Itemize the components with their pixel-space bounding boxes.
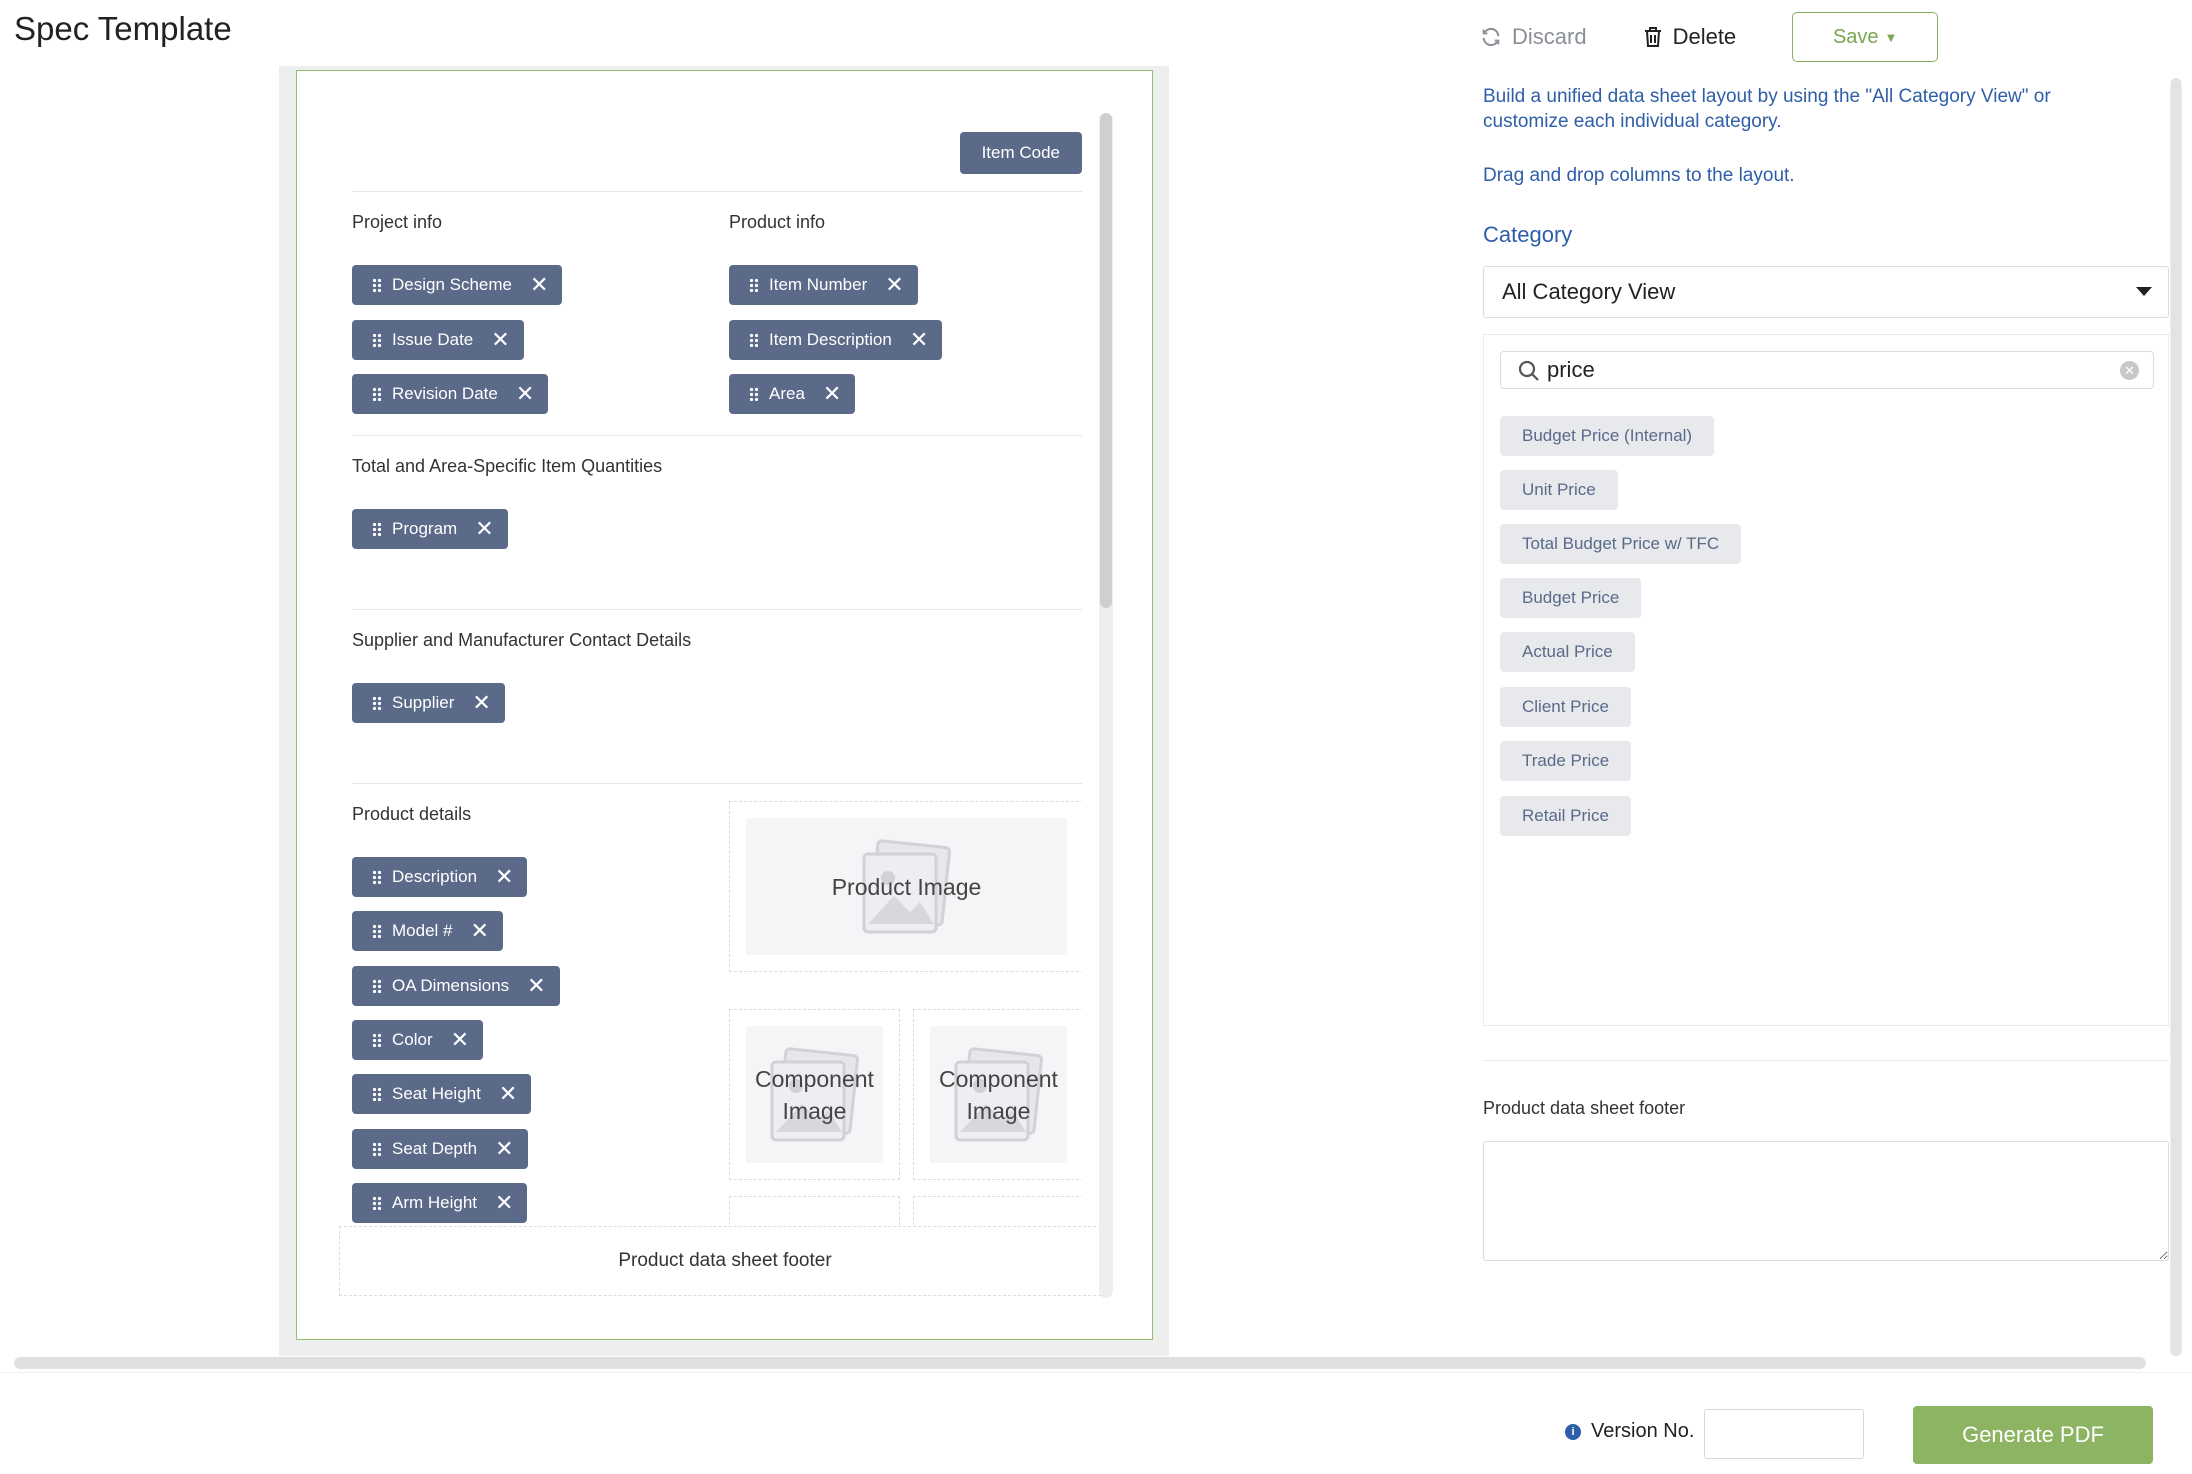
component-image-slot[interactable] bbox=[729, 1196, 900, 1226]
discard-button[interactable] bbox=[1480, 24, 1587, 50]
clear-icon[interactable]: ✕ bbox=[2120, 361, 2139, 380]
drag-handle-icon[interactable] bbox=[749, 387, 759, 401]
search-input[interactable] bbox=[1500, 351, 2154, 389]
help-text: Build a unified data sheet layout by using the "All Category View" or customize each individual category. bbox=[1483, 86, 2051, 132]
scrollbar-thumb[interactable] bbox=[2171, 78, 2181, 1356]
field-chip[interactable] bbox=[352, 265, 562, 305]
close-icon[interactable]: ✕ bbox=[909, 327, 929, 352]
close-icon[interactable]: ✕ bbox=[527, 973, 546, 998]
delete-button[interactable] bbox=[1643, 24, 1737, 50]
field-chip[interactable] bbox=[729, 265, 918, 305]
chip-label: Revision Date bbox=[392, 384, 498, 403]
drag-handle-icon[interactable] bbox=[372, 1196, 382, 1210]
divider bbox=[352, 783, 1082, 784]
section-title-product-info: Product info bbox=[729, 212, 826, 232]
page-title: Spec Template bbox=[14, 10, 232, 47]
trash-icon bbox=[1643, 26, 1663, 48]
field-chip[interactable] bbox=[352, 320, 524, 360]
chip-label: Program bbox=[392, 519, 458, 538]
chip-label: Color bbox=[392, 1030, 433, 1049]
version-label-text: Version No. bbox=[1591, 1420, 1695, 1442]
chip-label: Item Description bbox=[769, 330, 892, 349]
section-title-quantities: Total and Area-Specific Item Quantities bbox=[352, 456, 663, 476]
item-code-chip[interactable]: Item Code bbox=[960, 132, 1082, 174]
column-list-panel bbox=[1483, 334, 2169, 1026]
horizontal-scrollbar[interactable] bbox=[14, 1357, 2146, 1369]
chip-label: Issue Date bbox=[392, 330, 474, 349]
field-chip[interactable] bbox=[729, 320, 942, 360]
drag-handle-icon[interactable] bbox=[372, 979, 382, 993]
product-image-slot[interactable] bbox=[729, 801, 1082, 972]
footer-textarea[interactable] bbox=[1483, 1141, 2169, 1261]
save-label: Save bbox=[1832, 25, 1879, 48]
column-chip[interactable]: Total Budget Price w/ TFC bbox=[1500, 524, 1741, 564]
sheet-scrollbar[interactable] bbox=[1099, 113, 1113, 1298]
generate-pdf-button[interactable]: Generate PDF bbox=[1913, 1406, 2153, 1464]
drag-handle-icon[interactable] bbox=[372, 387, 382, 401]
close-icon[interactable]: ✕ bbox=[530, 272, 549, 297]
save-button[interactable] bbox=[1792, 12, 1938, 62]
footer-label: Product data sheet footer bbox=[1483, 1098, 1686, 1118]
drag-handle-icon[interactable] bbox=[372, 870, 382, 884]
field-chip[interactable] bbox=[352, 509, 508, 549]
section-title-supplier: Supplier and Manufacturer Contact Details bbox=[352, 630, 692, 650]
drag-handle-icon[interactable] bbox=[749, 278, 759, 292]
close-icon[interactable]: ✕ bbox=[515, 381, 535, 406]
field-chip[interactable] bbox=[729, 374, 855, 414]
field-chip[interactable] bbox=[352, 911, 503, 951]
field-chip[interactable] bbox=[352, 1020, 483, 1060]
field-chip[interactable] bbox=[352, 966, 560, 1006]
column-chip[interactable]: Budget Price bbox=[1500, 578, 1641, 618]
column-chip[interactable]: Retail Price bbox=[1500, 796, 1631, 836]
component-image-slot[interactable] bbox=[913, 1009, 1082, 1180]
chip-label: Description bbox=[392, 867, 478, 886]
chip-label: Item Number bbox=[769, 275, 868, 294]
close-icon[interactable]: ✕ bbox=[475, 516, 494, 541]
close-icon[interactable]: ✕ bbox=[495, 1190, 514, 1215]
component-image-label: Component Image bbox=[939, 1065, 1058, 1124]
divider bbox=[352, 191, 1082, 192]
field-chip[interactable] bbox=[352, 1129, 528, 1169]
divider bbox=[1483, 1060, 2169, 1061]
sheet-footer-dropzone[interactable]: Product data sheet footer bbox=[339, 1226, 1111, 1296]
close-icon[interactable]: ✕ bbox=[495, 864, 514, 889]
column-chip[interactable]: Budget Price (Internal) bbox=[1500, 416, 1714, 456]
discard-label: Discard bbox=[1512, 24, 1587, 49]
component-image-slot[interactable] bbox=[913, 1196, 1082, 1226]
close-icon[interactable]: ✕ bbox=[822, 381, 842, 406]
search-icon bbox=[1517, 359, 1541, 383]
section-title-product-details: Product details bbox=[352, 804, 472, 824]
sheet-content bbox=[352, 71, 1082, 1226]
divider bbox=[352, 435, 1082, 436]
close-icon[interactable]: ✕ bbox=[498, 1081, 518, 1106]
close-icon[interactable]: ✕ bbox=[495, 1136, 514, 1161]
close-icon[interactable]: ✕ bbox=[470, 918, 489, 943]
drag-handle-icon[interactable] bbox=[372, 924, 382, 938]
chip-label: Supplier bbox=[392, 693, 455, 712]
field-chip[interactable] bbox=[352, 1183, 527, 1223]
column-chip[interactable]: Client Price bbox=[1500, 687, 1631, 727]
drag-handle-icon[interactable] bbox=[749, 333, 759, 347]
chip-label: Area bbox=[769, 384, 805, 403]
field-chip[interactable] bbox=[352, 374, 548, 414]
page-scrollbar[interactable] bbox=[2170, 78, 2182, 1356]
close-icon[interactable]: ✕ bbox=[472, 690, 491, 715]
drag-handle-icon[interactable] bbox=[372, 696, 382, 710]
refresh-icon bbox=[1480, 26, 1502, 48]
column-chip[interactable]: Unit Price bbox=[1500, 470, 1618, 510]
help-text-drag: Drag and drop columns to the layout. bbox=[1483, 165, 1795, 186]
category-select[interactable] bbox=[1483, 266, 2169, 318]
close-icon[interactable]: ✕ bbox=[491, 327, 510, 352]
column-chip[interactable]: Actual Price bbox=[1500, 632, 1635, 672]
top-actions bbox=[1480, 10, 1938, 64]
drag-handle-icon[interactable] bbox=[372, 522, 382, 536]
drag-handle-icon[interactable] bbox=[372, 1033, 382, 1047]
version-input[interactable] bbox=[1704, 1409, 1864, 1459]
chip-label: Arm Height bbox=[392, 1193, 478, 1212]
component-image-slot[interactable] bbox=[729, 1009, 900, 1180]
column-chip[interactable]: Trade Price bbox=[1500, 741, 1631, 781]
search-value: price bbox=[1547, 357, 1595, 382]
field-chip[interactable] bbox=[352, 1074, 531, 1114]
scrollbar-thumb[interactable] bbox=[1100, 113, 1112, 608]
product-image-label: Product Image bbox=[831, 873, 982, 900]
drag-handle-icon[interactable] bbox=[372, 278, 382, 292]
info-icon: i bbox=[1565, 1424, 1581, 1440]
chip-label: Model # bbox=[392, 921, 453, 940]
chip-label: Design Scheme bbox=[392, 275, 513, 294]
drag-handle-icon[interactable] bbox=[372, 1087, 382, 1101]
divider bbox=[352, 609, 1082, 610]
field-chip[interactable] bbox=[352, 683, 505, 723]
close-icon[interactable]: ✕ bbox=[885, 272, 904, 297]
chip-label: Seat Height bbox=[392, 1084, 481, 1103]
drag-handle-icon[interactable] bbox=[372, 1142, 382, 1156]
category-label: Category bbox=[1483, 222, 1573, 247]
section-title-project-info: Project info bbox=[352, 212, 443, 232]
chevron-down-icon bbox=[2136, 287, 2152, 296]
chevron-down-icon: ▼ bbox=[1884, 29, 1898, 45]
delete-label: Delete bbox=[1672, 24, 1737, 49]
field-chip[interactable] bbox=[352, 857, 527, 897]
chip-label: OA Dimensions bbox=[392, 976, 510, 995]
data-sheet-preview bbox=[296, 70, 1153, 1340]
component-image-label: Component Image bbox=[755, 1065, 874, 1124]
chip-label: Seat Depth bbox=[392, 1139, 478, 1158]
drag-handle-icon[interactable] bbox=[372, 333, 382, 347]
close-icon[interactable]: ✕ bbox=[450, 1027, 470, 1052]
category-value: All Category View bbox=[1502, 279, 1676, 304]
version-label bbox=[1565, 1420, 1694, 1443]
